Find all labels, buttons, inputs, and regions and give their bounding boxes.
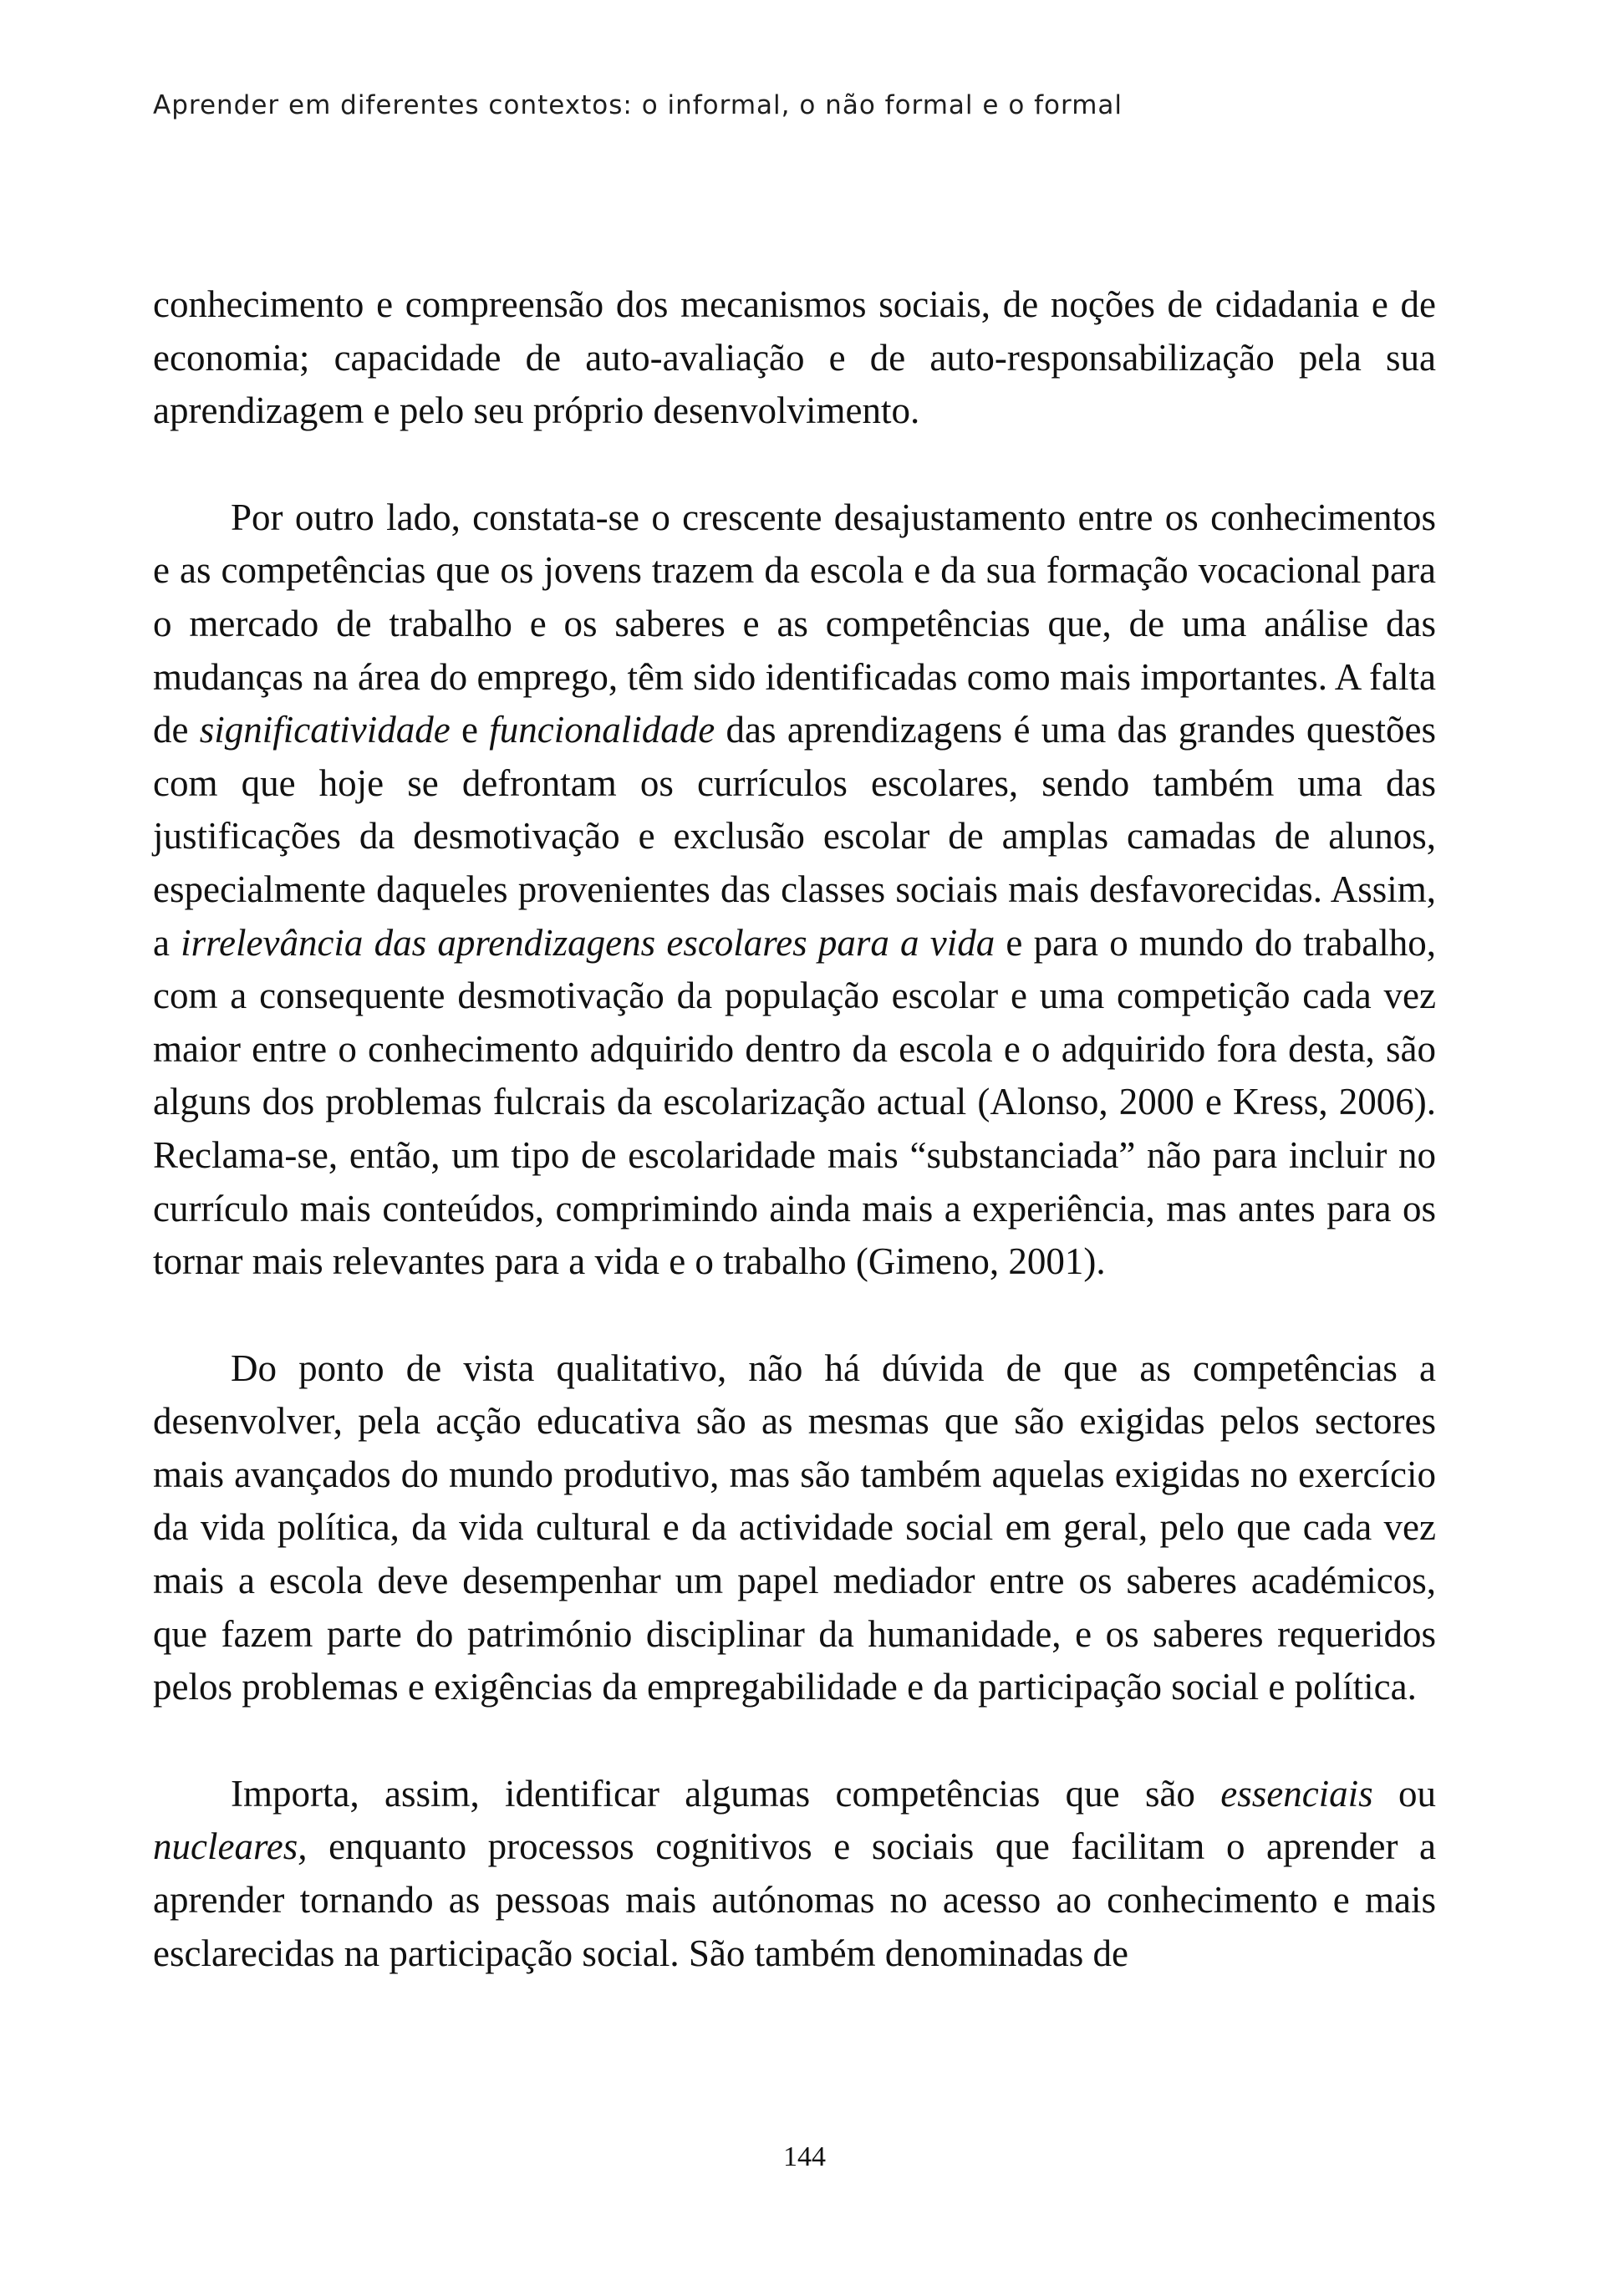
- emphasis-text: nucleares,: [153, 1825, 308, 1868]
- paragraph-continuation: [153, 278, 1436, 438]
- paragraph-text: das aprendizagens é uma das grandes questões com que hoje se defrontam os currículos escolares, sendo também uma das justificações da desmotivação e exclusão escolar de amplas camadas de alunos, especialmente daqueles provenientes das classes sociais mais desfavorecidas. Assim, a: [153, 709, 1436, 964]
- paragraph-text: e: [450, 709, 490, 751]
- paragraph-competencias-essenciais: [153, 1768, 1436, 1980]
- paragraph-text: ou: [1372, 1772, 1436, 1815]
- emphasis-text: essenciais: [1220, 1772, 1373, 1815]
- paragraph-text: enquanto processos cognitivos e sociais que facilitam o aprender a aprender tornando as pessoas mais autónomas no acesso ao conhecimento e mais esclarecidas na participação social. São também denominadas de: [153, 1825, 1436, 1974]
- paragraph-text: Do ponto de vista qualitativo, não há dúvida de que as competências a desenvolver, pela acção educativa são as mesmas que são exigidas pelos sectores mais avançados do mundo produtivo, mas são também aquelas exigidas no exercício da vida política, da vida cultural e da actividade social em geral, pelo que cada vez mais a escola deve desempenhar um papel mediador entre os saberes académicos, que fazem parte do património disciplinar da humanidade, e os saberes requeridos pelos problemas e exigências da empregabilidade e da participação social e política.: [153, 1347, 1436, 1708]
- running-header: Aprender em diferentes contextos: o informal, o não formal e o formal: [153, 90, 1123, 120]
- paragraph-text: conhecimento e compreensão dos mecanismos sociais, de noções de cidadania e de economia; capacidade de auto-avaliação e de auto-responsabilização pela sua aprendizagem e pelo seu próprio desenvolvimento.: [153, 283, 1436, 432]
- emphasis-text: significatividade: [199, 709, 451, 751]
- page-body: [153, 278, 1436, 1980]
- emphasis-text: irrelevância das aprendizagens escolares para a vida: [181, 921, 995, 964]
- paragraph-text: Por outro lado, constata-se o crescente desajustamento entre os conhecimentos e as competências que os jovens trazem da escola e da sua formação vocacional para o mercado de trabalho e os saberes e as competências que, de uma análise das mudanças na área do emprego, têm sido identificadas como mais importantes. A falta de: [153, 496, 1436, 751]
- paragraph-text: Importa, assim, identificar algumas competências que são: [231, 1772, 1221, 1815]
- page-number: 144: [783, 2141, 826, 2172]
- paragraph-desajustamento: [153, 491, 1436, 1289]
- emphasis-text: funcionalidade: [489, 709, 715, 751]
- paragraph-ponto-de-vista: [153, 1342, 1436, 1714]
- paragraph-text: e para o mundo do trabalho, com a consequente desmotivação da população escolar e uma competição cada vez maior entre o conhecimento adquirido dentro da escola e o adquirido fora desta, são alguns dos problemas fulcrais da escolarização actual (Alonso, 2000 e Kress, 2006). Reclama-se, então, um tipo de escolaridade mais “substanciada” não para incluir no currículo mais conteúdos, comprimindo ainda mais a experiência, mas antes para os tornar mais relevantes para a vida e o trabalho (Gimeno, 2001).: [153, 921, 1436, 1283]
